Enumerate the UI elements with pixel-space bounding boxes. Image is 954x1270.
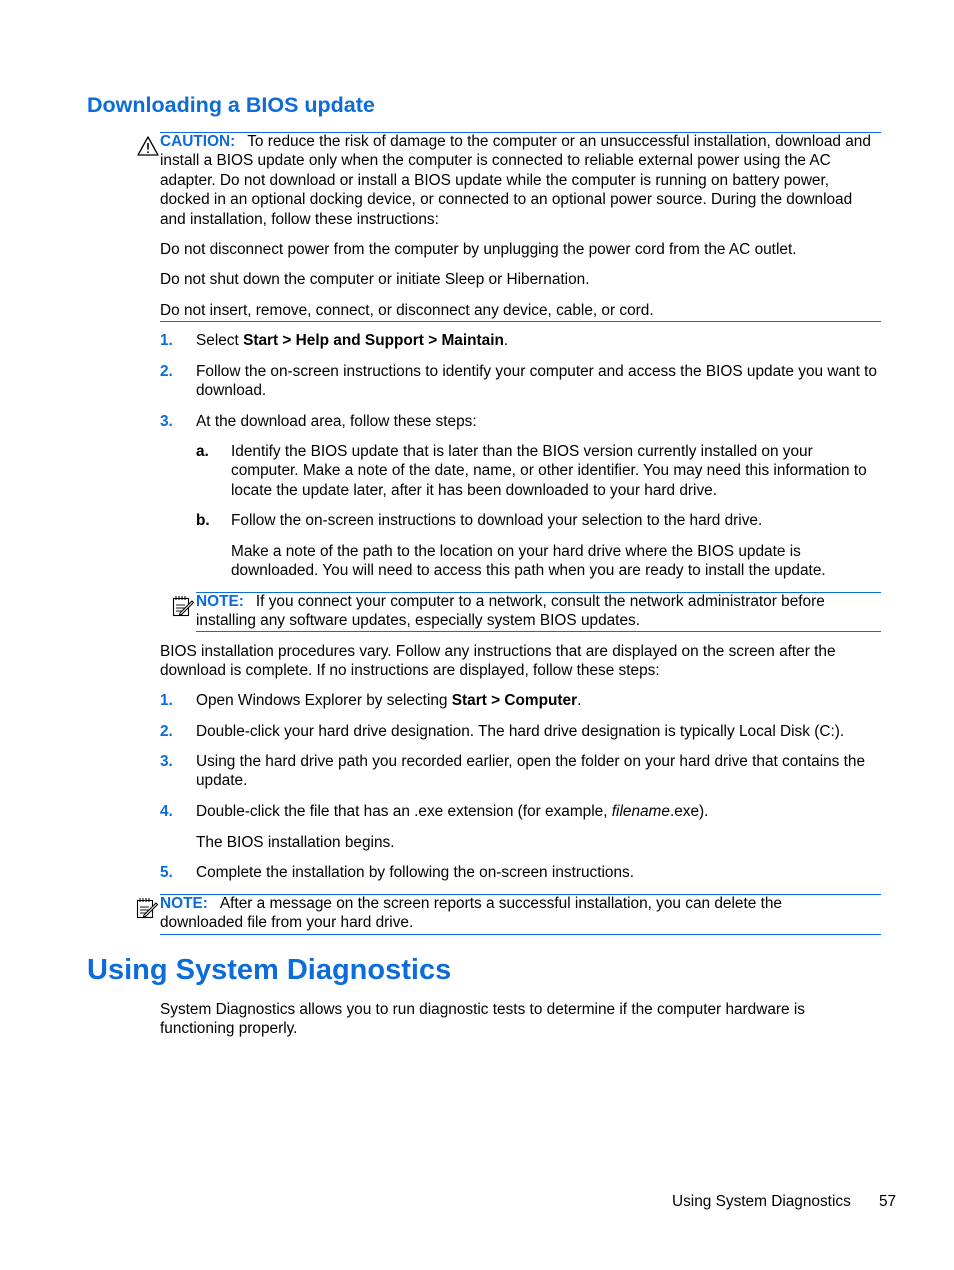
step-text-end: . bbox=[503, 332, 509, 349]
substep-label: b. bbox=[196, 512, 210, 529]
step-number: 2. bbox=[160, 363, 173, 380]
step-paragraph: The BIOS installation begins. bbox=[196, 834, 395, 851]
list-item: Double-click your hard drive designation. The hard drive designation is typically Local Disk (C:). bbox=[196, 723, 845, 740]
list-item: Complete the installation by following the on-screen instructions. bbox=[196, 864, 635, 881]
step-text: Open Windows Explorer by selecting bbox=[196, 692, 452, 709]
substep-paragraph: Make a note of the path to the location on your hard drive where the BIOS update is downloaded. You will need to access this path when you are ready to install the update. bbox=[231, 543, 826, 580]
note-label: NOTE: bbox=[196, 593, 244, 610]
list-item bbox=[196, 802, 882, 821]
step-number: 4. bbox=[160, 803, 173, 820]
substep-text: Identify the BIOS update that is later than the BIOS version currently installed on your computer. Make a note of the date, name, or other identifier. You may need this information to locate the update later, after it has been downloaded to your hard drive. bbox=[231, 443, 867, 499]
caution-text bbox=[160, 132, 881, 229]
note-bottom-rule bbox=[196, 631, 881, 632]
list-item: Follow the on-screen instructions to identify your computer and access the BIOS update you want to download. bbox=[196, 363, 877, 400]
note-icon bbox=[136, 897, 158, 919]
chapter-paragraph: System Diagnostics allows you to run diagnostic tests to determine if the computer hardware is functioning properly. bbox=[160, 1001, 805, 1038]
caution-paragraph-3: Do not insert, remove, connect, or disconnect any device, cable, or cord. bbox=[160, 302, 654, 319]
caution-icon bbox=[137, 136, 159, 156]
caution-body: To reduce the risk of damage to the computer or an unsuccessful installation, download and install a BIOS update only when the computer is connected to reliable external power using the AC adapter. Do not download or install a BIOS update while the computer is running on battery power, docked in an optional docking device, or connected to an optional power source. During the download and installation, follow these instructions: bbox=[160, 133, 871, 228]
menu-path: Start > Computer bbox=[451, 692, 578, 709]
caution-paragraph-1: Do not disconnect power from the computer by unplugging the power cord from the AC outlet. bbox=[160, 241, 797, 258]
note-text bbox=[196, 592, 881, 631]
list-item bbox=[196, 331, 882, 350]
step-text-end: . bbox=[577, 692, 582, 709]
note-body: If you connect your computer to a network, consult the network administrator before installing any software updates, especially system BIOS updates. bbox=[196, 593, 825, 630]
step-number: 3. bbox=[160, 753, 173, 770]
substep-text: Follow the on-screen instructions to download your selection to the hard drive. bbox=[231, 512, 763, 529]
note-bottom-rule bbox=[160, 934, 881, 935]
footer-title: Using System Diagnostics bbox=[672, 1193, 851, 1210]
note-label: NOTE: bbox=[160, 895, 208, 912]
step-text-end: .exe). bbox=[669, 803, 709, 820]
list-item: At the download area, follow these steps: bbox=[196, 413, 477, 430]
list-item: Using the hard drive path you recorded earlier, open the folder on your hard drive that contains the update. bbox=[196, 753, 866, 790]
note-text bbox=[160, 894, 840, 933]
step-number: 5. bbox=[160, 864, 173, 881]
page-number: 57 bbox=[879, 1193, 897, 1210]
caution-paragraph-2: Do not shut down the computer or initiate Sleep or Hibernation. bbox=[160, 271, 590, 288]
filename-italic: filename bbox=[611, 803, 670, 820]
caution-bottom-rule bbox=[160, 321, 881, 322]
step-number: 1. bbox=[160, 332, 173, 349]
substep-label: a. bbox=[196, 443, 209, 460]
section-heading: Downloading a BIOS update bbox=[87, 93, 375, 117]
step-text: Select bbox=[196, 332, 244, 349]
step-number: 1. bbox=[160, 692, 173, 709]
list-item bbox=[196, 691, 882, 710]
caution-label: CAUTION: bbox=[160, 133, 236, 150]
note-body: After a message on the screen reports a successful installation, you can delete the downloaded file from your hard drive. bbox=[160, 895, 782, 932]
menu-path: Start > Help and Support > Maintain bbox=[243, 332, 504, 349]
chapter-heading: Using System Diagnostics bbox=[87, 954, 452, 986]
note-icon bbox=[172, 595, 194, 617]
step-number: 3. bbox=[160, 413, 173, 430]
step-text: Double-click the file that has an .exe extension (for example, bbox=[196, 803, 612, 820]
step-number: 2. bbox=[160, 723, 173, 740]
install-paragraph: BIOS installation procedures vary. Follow any instructions that are displayed on the screen after the download is complete. If no instructions are displayed, follow these steps: bbox=[160, 643, 836, 680]
